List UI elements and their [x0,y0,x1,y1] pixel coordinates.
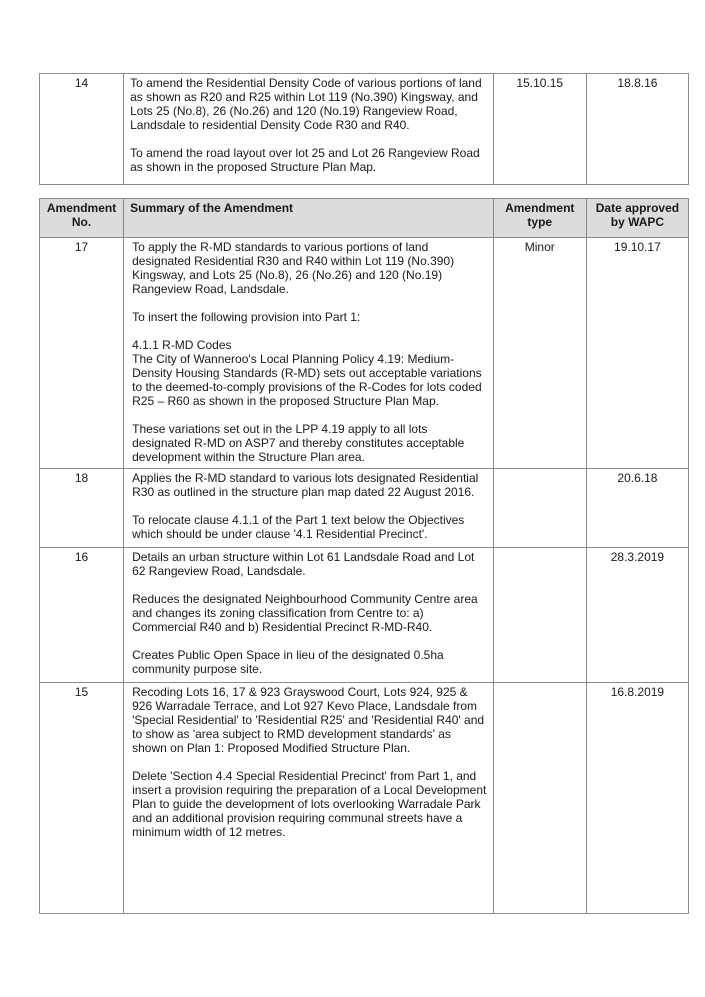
amendment-type: 15.10.15 [493,74,586,185]
amendment-date: 19.10.17 [586,238,688,469]
amendment-type [493,469,586,548]
header-amendment-no: Amendment No. [40,199,124,238]
amendments-table [39,198,689,914]
table-header-row [40,199,689,238]
summary-paragraph: Applies the R-MD standard to various lots designated Residential R30 as outlined in the structure plan map dated 22 August 2016. [132,471,479,499]
amendment-summary [124,548,494,683]
summary-paragraph: Delete 'Section 4.4 Special Residential Precinct' from Part 1, and insert a provision requiring the preparation of a Local Development Plan to guide the development of lots overlooking Warradale Park and an additional provision requiring communal streets have a minimum width of 12 metres. [132,769,487,839]
summary-paragraph: To apply the R-MD standards to various portions of land designated Residential R30 and R40 within Lot 119 (No.390) Kingsway, and Lots 25 (No.8), 26 (No.26) and 120 (No.19) Rangeview Road, Landsdale. [132,240,455,296]
amendment-summary [124,238,494,469]
header-date-approved: Date approved by WAPC [586,199,688,238]
amendment-date: 28.3.2019 [586,548,688,683]
amendment-type [493,683,586,914]
header-amendment-type: Amendment type [493,199,586,238]
amendment-type: Minor [493,238,586,469]
amendment-summary [124,74,494,185]
summary-paragraph: Creates Public Open Space in lieu of the designated 0.5ha community purpose site. [132,648,444,676]
amendment-summary [124,683,494,914]
amendment-no: 15 [40,683,124,914]
amendment-date: 20.6.18 [586,469,688,548]
table-row [40,683,689,914]
summary-paragraph: To insert the following provision into Part 1: [132,310,361,324]
amendment-no: 16 [40,548,124,683]
summary-paragraph: To amend the Residential Density Code of various portions of land as shown as R20 and R25 within Lot 119 (No.390) Kingsway, and Lots 25 (No.8), 26 (No.26) and 120 (No.19) Rangeview Road, Landsdale to residential Density Code R30 and R40. [130,76,482,132]
table-row [40,469,689,548]
amendment-no: 14 [40,74,124,185]
amendment-no: 17 [40,238,124,469]
table-row [40,238,689,469]
amendment-summary [124,469,494,548]
table-row [40,548,689,683]
amendment-14-table [39,73,689,185]
summary-paragraph: Details an urban structure within Lot 61 Landsdale Road and Lot 62 Rangeview Road, Landsdale. [132,550,475,578]
amendment-date: 18.8.16 [586,74,688,185]
amendment-no: 18 [40,469,124,548]
summary-paragraph: 4.1.1 R-MD Codes The City of Wanneroo's Local Planning Policy 4.19: Medium-Density Housing Standards (R-MD) sets out acceptable variations to the deemed-to-comply provisions of the R-Codes for lots coded R25 – R60 as shown in the proposed Structure Plan Map. [132,338,482,408]
header-summary: Summary of the Amendment [124,199,494,238]
table-row [40,74,689,185]
summary-paragraph: To amend the road layout over lot 25 and Lot 26 Rangeview Road as shown in the proposed Structure Plan Map. [130,146,480,174]
amendment-type [493,548,586,683]
summary-paragraph: These variations set out in the LPP 4.19 apply to all lots designated R-MD on ASP7 and thereby constitutes acceptable development within the Structure Plan area. [132,422,465,464]
amendment-date: 16.8.2019 [586,683,688,914]
summary-paragraph: Reduces the designated Neighbourhood Community Centre area and changes its zoning classification from Centre to: a) Commercial R40 and b) Residential Precinct R-MD-R40. [132,592,478,634]
summary-paragraph: To relocate clause 4.1.1 of the Part 1 text below the Objectives which should be under clause '4.1 Residential Precinct'. [132,513,465,541]
summary-paragraph: Recoding Lots 16, 17 & 923 Grayswood Court, Lots 924, 925 & 926 Warradale Terrace, and Lot 927 Kevo Place, Landsdale from 'Special Residential' to 'Residential R25' and 'Residential R40' and to show as 'area subject to RMD development standards' as shown on Plan 1: Proposed Modified Structure Plan. [132,685,485,755]
